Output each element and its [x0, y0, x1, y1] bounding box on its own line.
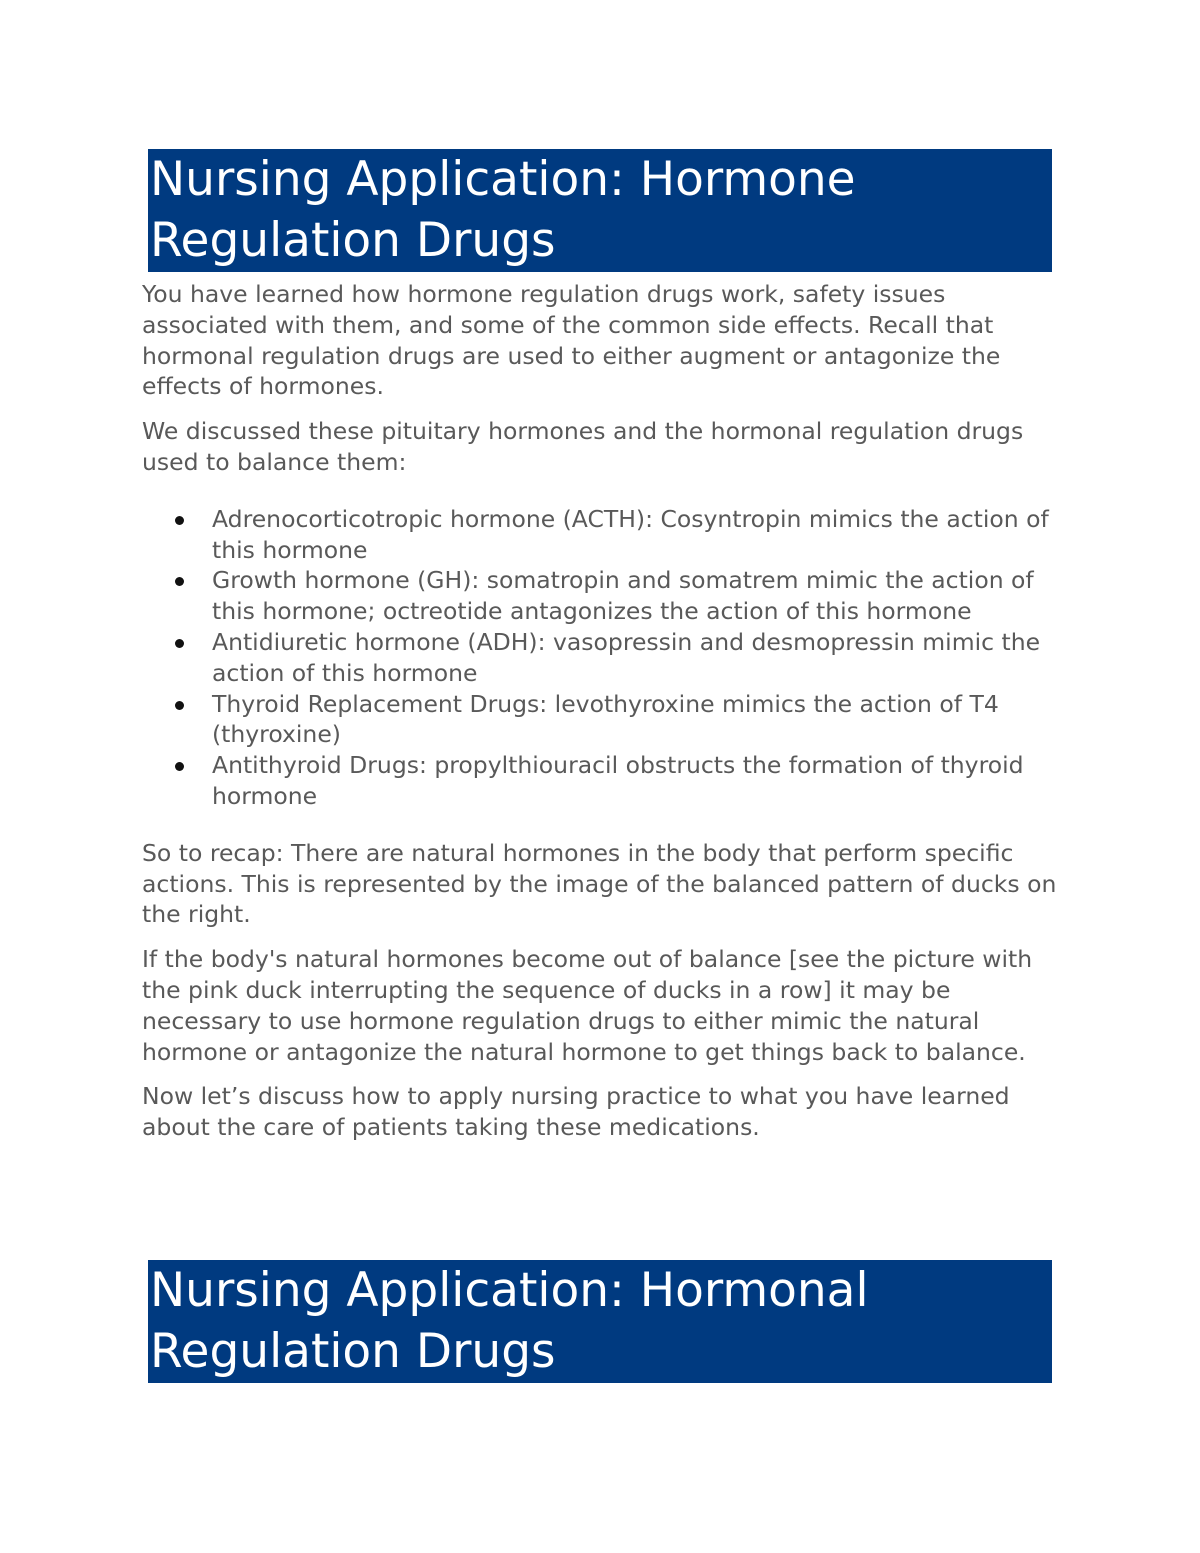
list-item	[212, 504, 1062, 566]
list-item	[212, 627, 1062, 689]
bullet-dot-icon	[175, 577, 184, 586]
list-item-text: Adrenocorticotropic hormone (ACTH): Cosyntropin mimics the action of this hormone	[212, 504, 1049, 564]
section-heading: Nursing Application: Hormone Regulation Drugs	[150, 152, 856, 268]
bullet-dot-icon	[175, 701, 184, 710]
section-heading-box	[148, 1260, 1052, 1383]
list-item-text: Growth hormone (GH): somatropin and somatrem mimic the action of this hormone; octreotide antagonizes the action of this hormone	[212, 566, 1034, 626]
bullet-dot-icon	[175, 516, 184, 525]
list-item-text: Antidiuretic hormone (ADH): vasopressin and desmopressin mimic the action of this hormone	[212, 627, 1041, 687]
list-item	[212, 689, 1062, 751]
intro-paragraph: You have learned how hormone regulation drugs work, safety issues associated with them, and some of the common side effects. Recall that hormonal regulation drugs are used to either augment or antagonize the effects of hormones.	[142, 280, 1001, 401]
list-item	[212, 750, 1062, 812]
bullet-dot-icon	[175, 762, 184, 771]
recap-paragraph: So to recap: There are natural hormones in the body that perform specific actions. This is represented by the image of the balanced pattern of ducks on the right.	[142, 838, 1057, 929]
list-item-text: Thyroid Replacement Drugs: levothyroxine mimics the action of T4 (thyroxine)	[212, 689, 999, 749]
hormone-list	[142, 504, 1062, 812]
intro-paragraph: We discussed these pituitary hormones and the hormonal regulation drugs used to balance them:	[142, 417, 1024, 476]
nursing-practice-paragraph: Now let’s discuss how to apply nursing practice to what you have learned about the care of patients taking these medications.	[142, 1082, 1010, 1142]
list-item	[212, 565, 1062, 627]
list-item-text: Antithyroid Drugs: propylthiouracil obstructs the formation of thyroid hormone	[212, 751, 1024, 810]
document-body	[142, 279, 1062, 1143]
section-heading-box	[148, 149, 1052, 272]
balance-paragraph: If the body's natural hormones become out of balance [see the picture with the pink duck interrupting the sequence of ducks in a row] it may be necessary to use hormone regulation drugs to either mimic the natural hormone or antagonize the natural hormone to get things back to balance.	[142, 945, 1033, 1066]
bullet-dot-icon	[175, 639, 184, 648]
section-heading: Nursing Application: Hormonal Regulation Drugs	[150, 1263, 869, 1379]
